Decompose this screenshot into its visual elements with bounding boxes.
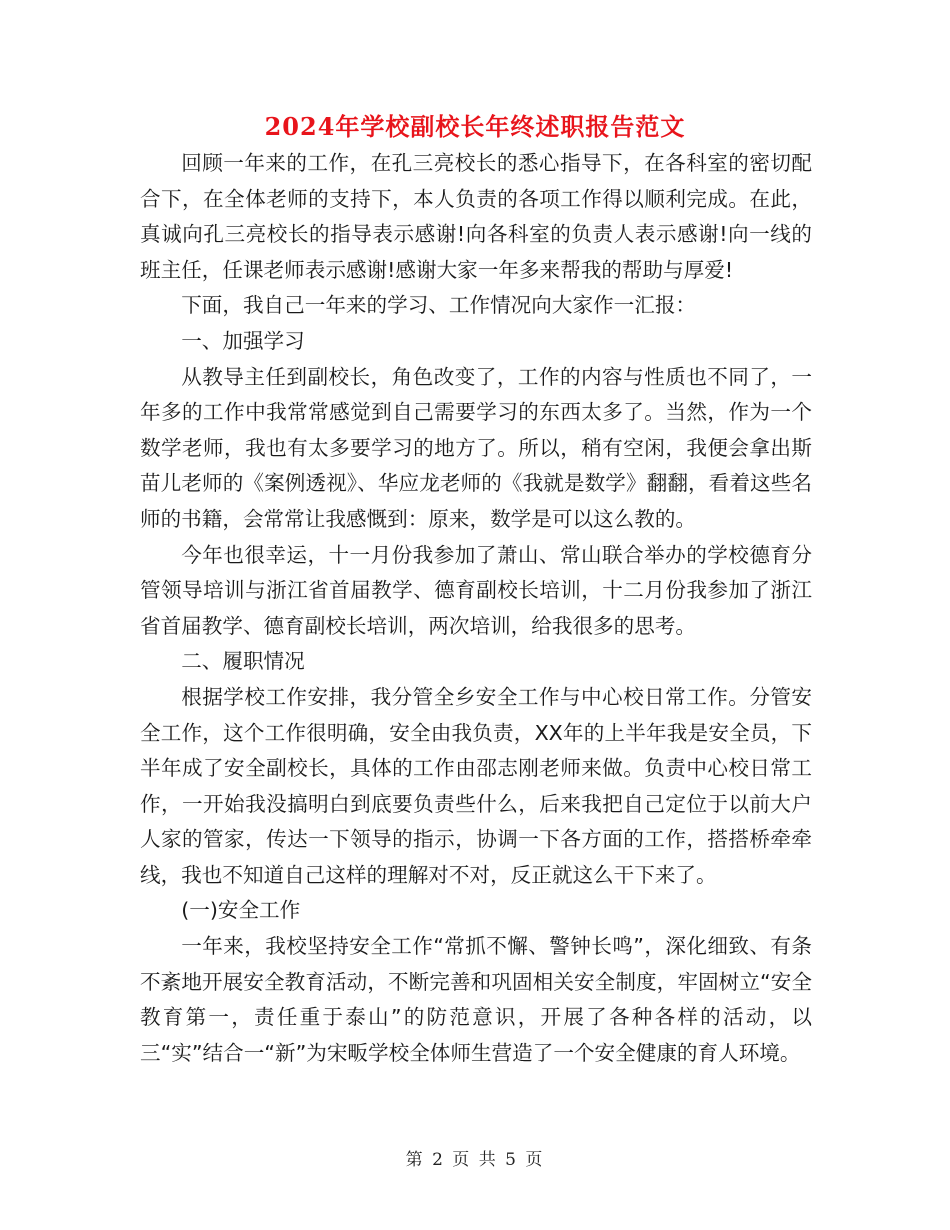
document-title: 2024年学校副校长年终述职报告范文 <box>264 112 686 141</box>
section-heading-duties: 二、履职情况 <box>181 649 305 674</box>
page-footer: 第 2 页 共 5 页 <box>405 1150 545 1170</box>
paragraph-intro: 回顾一年来的工作，在孔三亮校长的悉心指导下，在各科室的密切配合下，在全体老师的支持下，本人负责的各项工作得以顺利完成。在此，真诚向孔三亮校长的指导表示感谢!向各科室的负责人表示感谢!向一线的班主任，任课老师表示感谢!感谢大家一年多来帮我的帮助与厚爱! <box>140 151 812 282</box>
paragraph-safety: 一年来，我校坚持安全工作“常抓不懈、警钟长鸣”，深化细致、有条不紊地开展安全教育活动，不断完善和巩固相关安全制度，牢固树立“安全教育第一，责任重于泰山”的防范意识，开展了各种各样的活动，以三“实”结合一“新”为宋畈学校全体师生营造了一个安全健康的育人环境。 <box>140 934 812 1065</box>
paragraph-training: 今年也很幸运，十一月份我参加了萧山、常山联合举办的学校德育分管领导培训与浙江省首届教学、德育副校长培训，十二月份我参加了浙江省首届教学、德育副校长培训，两次培训，给我很多的思考。 <box>140 542 812 638</box>
paragraph-study: 从教导主任到副校长，角色改变了，工作的内容与性质也不同了，一年多的工作中我常常感觉到自己需要学习的东西太多了。当然，作为一个数学老师，我也有太多要学习的地方了。所以，稍有空闲，我便会拿出斯苗儿老师的《案例透视》、华应龙老师的《我就是数学》翻翻，看着这些名师的书籍，会常常让我感慨到：原来，数学是可以这么教的。 <box>140 364 812 531</box>
paragraph-report-lead: 下面，我自己一年来的学习、工作情况向大家作一汇报： <box>181 293 697 318</box>
subsection-heading-safety: (一)安全工作 <box>181 898 301 923</box>
section-heading-study: 一、加强学习 <box>181 328 305 353</box>
paragraph-duties: 根据学校工作安排，我分管全乡安全工作与中心校日常工作。分管安全工作，这个工作很明确，安全由我负责，XX年的上半年我是安全员，下半年成了安全副校长，具体的工作由邵志刚老师来做。负责中心校日常工作，一开始我没搞明白到底要负责些什么，后来我把自己定位于以前大户人家的管家，传达一下领导的指示，协调一下各方面的工作，搭搭桥牵牵线，我也不知道自己这样的理解对不对，反正就这么干下来了。 <box>140 684 812 887</box>
document-body <box>140 146 812 1071</box>
